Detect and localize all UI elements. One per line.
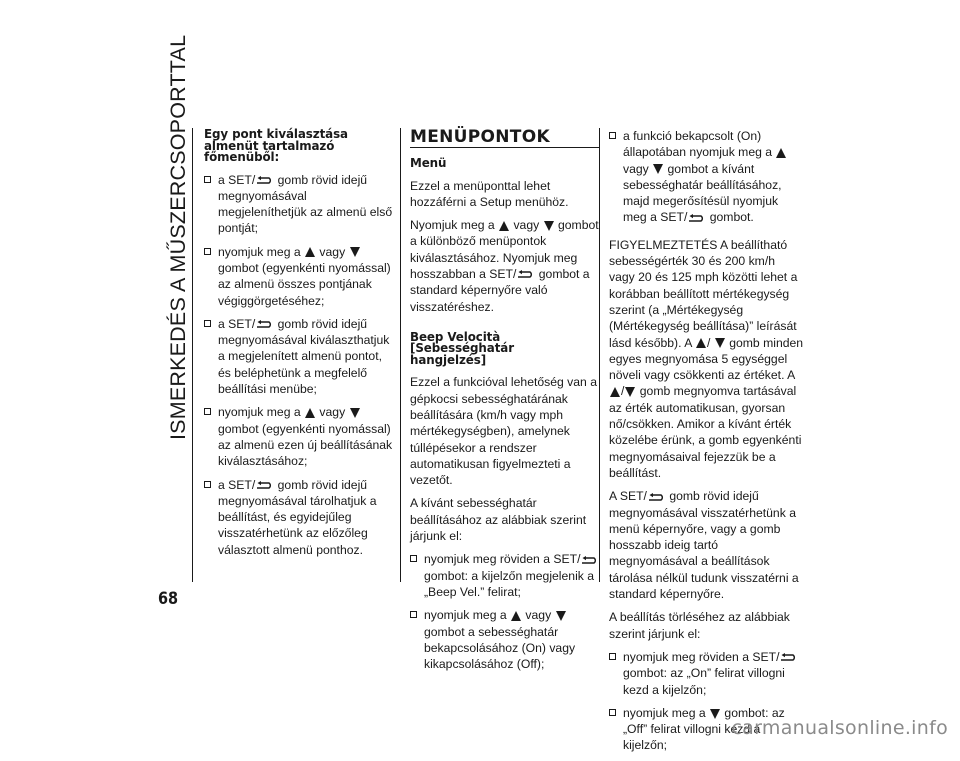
list-item: a SET/ gomb rövid idejű megnyomásával megjeleníthetjük az almenü első pontját; (204, 172, 396, 237)
page-number: 68 (158, 589, 179, 609)
triangle-up-icon (305, 247, 315, 257)
triangle-up-icon (305, 408, 315, 418)
list-item: nyomjuk meg a vagy gombot a sebességhatár bekapcsolásához (On) vagy kikapcsolásához (Off); (410, 607, 600, 672)
set-return-icon (256, 481, 273, 490)
menu-items-heading: MENÜPONTOK (410, 128, 600, 148)
triangle-down-icon (350, 247, 360, 257)
beep-velocita-heading: Beep Velocità [Sebességhatár hangjelzés] (410, 328, 514, 367)
sidebar-divider (192, 128, 193, 582)
triangle-up-icon (610, 387, 620, 397)
checkbox-bullet-icon (410, 555, 417, 562)
beep-paragraph-2: A kívánt sebességhatár beállításához az alábbiak szerint járjunk el: (410, 496, 587, 544)
checkbox-bullet-icon (204, 176, 211, 183)
set-return-icon (581, 556, 598, 565)
checkbox-bullet-icon (204, 320, 211, 327)
checkbox-bullet-icon (609, 653, 616, 660)
list-item: nyomjuk meg a vagy gombot (egyenkénti nyomással) az almenü ezen új beállításának kiválasztásához; (204, 404, 396, 469)
menu-paragraph-2: Nyomjuk meg a vagy gombot a különböző menüpontok kiválasztásához. Nyomjuk meg hosszabban a SET/ gombot a standard képernyőre való visszatéréshez. (410, 218, 599, 314)
list-item: nyomjuk meg röviden a SET/ gombot: az „On” felirat villogni kezd a kijelzőn; (609, 649, 804, 698)
set-return-icon (688, 214, 705, 223)
checkbox-bullet-icon (204, 481, 211, 488)
checkbox-bullet-icon (609, 132, 616, 139)
triangle-down-icon (556, 611, 566, 621)
menu-paragraph-1: Ezzel a menüponttal lehet hozzáférni a Setup menühöz. (410, 178, 569, 209)
triangle-down-icon (715, 338, 725, 348)
triangle-down-icon (544, 221, 554, 231)
triangle-up-icon (511, 611, 521, 621)
triangle-down-icon (625, 387, 635, 397)
submenu-selection-heading: Egy pont kiválasztása almenüt tartalmazó főmenüből: (204, 126, 348, 164)
column-3 (609, 128, 804, 761)
set-return-icon (780, 653, 797, 662)
triangle-down-icon (653, 164, 663, 174)
menu-subheading: Menü (410, 155, 447, 170)
footer-watermark: carmanualsonline.info (731, 717, 948, 739)
list-item: a SET/ gomb rövid idejű megnyomásával tárolhatjuk a beállítást, és egyidejűleg visszatérhetünk az előzőleg választott almenü ponthoz. (204, 477, 396, 558)
list-item: a SET/ gomb rövid idejű megnyomásával kiválaszthatjuk a megjelenített almenü pontot, és beléphetünk a megfelelő beállítási menübe; (204, 316, 396, 397)
checkbox-bullet-icon (410, 611, 417, 618)
triangle-down-icon (350, 408, 360, 418)
delete-intro-paragraph: A beállítás törléséhez az alábbiak szerint járjunk el: (609, 610, 790, 641)
set-return-icon (256, 320, 273, 329)
list-item: nyomjuk meg a vagy gombot (egyenkénti nyomással) az almenü összes pontjának végiggörgetéséhez; (204, 244, 396, 309)
set-return-icon (256, 176, 273, 185)
column-1 (204, 128, 396, 565)
triangle-down-icon (710, 709, 720, 719)
triangle-up-icon (499, 221, 509, 231)
warning-paragraph: FIGYELMEZTETÉS A beállítható sebességérték 30 és 200 km/h vagy 20 és 125 mph közötti lehet a korábban beállított mértékegység szerint (a „Mértékegység (Mértékegység beállítása)” leírását lásd később). A / gomb minden egyes megnyomása 5 egységgel növeli vagy csökkenti az értéket. A / gomb megnyomva tartásával az érték automatikusan, gyorsan nő/csökken. Amikor a kívánt érték közelébe érünk, a gomb egyenkénti megnyomásaival fejezzük be a beállítást. (609, 237, 804, 480)
checkbox-bullet-icon (609, 709, 616, 716)
checkbox-bullet-icon (204, 248, 211, 255)
set-return-icon (648, 493, 665, 502)
checkbox-bullet-icon (204, 408, 211, 415)
set-return-icon (517, 270, 534, 279)
return-paragraph: A SET/ gomb rövid idejű megnyomásával visszatérhetünk a menü képernyőre, vagy a gomb hosszabb ideig tartó megnyomásával a beállítások tárolása nélkül tudunk visszatérni a standard képernyőre. (609, 489, 799, 602)
triangle-up-icon (696, 338, 706, 348)
list-item: nyomjuk meg a gombot: az „Off” felirat villogni kezd a kijelzőn; (609, 705, 804, 754)
beep-paragraph-1: Ezzel a funkcióval lehetőség van a gépkocsi sebességhatárának beállítására (km/h vagy mph mértékegységben), amelynek túllépésekor a rendszer automatikusan figyelmezteti a vezetőt. (410, 375, 597, 488)
column-2 (410, 128, 600, 679)
list-item: a funkció bekapcsolt (On) állapotában nyomjuk meg a vagy gombot a kívánt sebességhatár beállításához, majd megerősítésül nyomjuk meg a SET/ gombot. (609, 128, 804, 226)
list-item: nyomjuk meg röviden a SET/ gombot: a kijelzőn megjelenik a „Beep Vel.” felirat; (410, 551, 600, 600)
section-sidebar-title: ISMERKEDÉS A MŰSZERCSOPORTTAL (166, 34, 190, 440)
column-divider-1 (400, 128, 401, 582)
triangle-up-icon (776, 148, 786, 158)
